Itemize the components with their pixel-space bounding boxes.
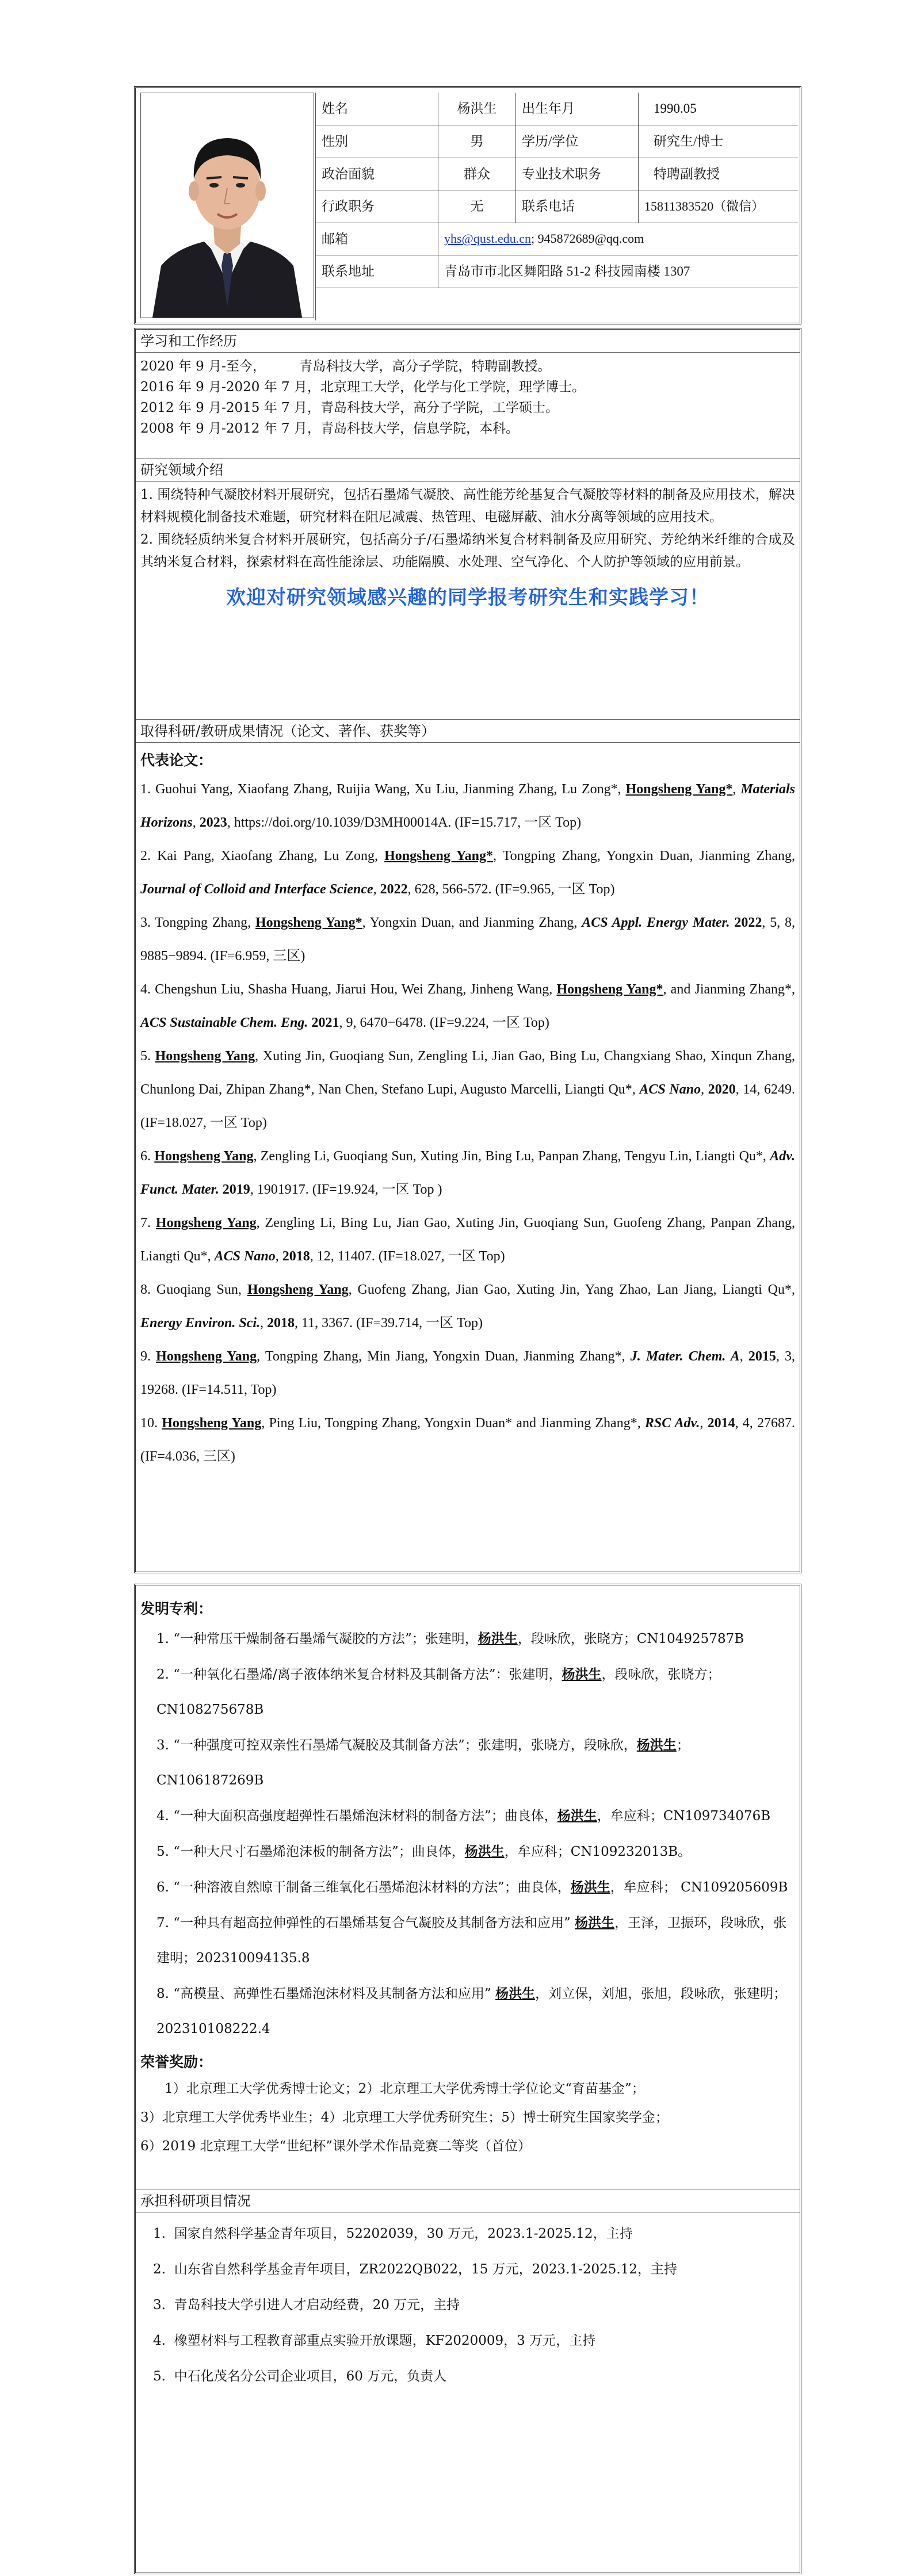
title-value: 特聘副教授 [638, 158, 798, 190]
blank-row [315, 288, 798, 320]
research-body [136, 481, 800, 720]
paper-year: 2022 [380, 882, 408, 897]
projects-list [136, 2212, 800, 2394]
paper-me: Hongsheng Yang [155, 1216, 257, 1230]
paper-journal: Journal of Colloid and Interface Science [140, 882, 373, 897]
paper-item [136, 1140, 800, 1206]
patent-pre: 3. “一种强度可控双亲性石墨烯气凝胶及其制备方法”；张建明，张晓方，段咏欣， [156, 1738, 637, 1753]
project-item: 2. 山东省自然科学基金青年项目，ZR2022QB022，15 万元，2023.1-2025.12，主持 [153, 2262, 677, 2277]
paper-mid: , Xuting Jin, Guoqiang Sun, Zengling Li, Jian Gao, Bing Lu, Changxiang Shao, Xinqun Zhang, Chunlong Dai, Zhipan Zhang*, Nan Chen, Stefano Lupi, Augusto Marcelli, Liangti Qu*, [140, 1049, 795, 1097]
paper-year: 2021 [311, 1015, 339, 1030]
patent-list [136, 1621, 800, 2047]
paper-pre: 1. Guohui Yang, Xiaofang Zhang, Ruijia Wang, Xu Liu, Jianming Zhang, Lu Zong*, [140, 782, 626, 797]
address-label: 联系地址 [315, 255, 438, 288]
project-item: 1. 国家自然科学基金青年项目，52202039，30 万元，2023.1-2025.12，主持 [153, 2226, 633, 2241]
patent-item [136, 1727, 800, 1798]
paper-year: 2015 [748, 1349, 776, 1364]
main-section [134, 328, 801, 1573]
paper-mid: , Yongxin Duan, and Jianming Zhang, [362, 915, 582, 930]
paper-tail: , 3, 19268. (IF=14.511, Top) [140, 1349, 796, 1397]
patent-me: 杨洪生 [562, 1667, 602, 1682]
paper-post: , [192, 815, 200, 830]
paper-me: Hongsheng Yang [154, 1149, 254, 1164]
patent-me: 杨洪生 [570, 1879, 610, 1895]
paper-mid: , Tongping Zhang, Yongxin Duan, Jianming Zhang, [493, 849, 795, 863]
honors-line: 3）北京理工大学优秀毕业生；4）北京理工大学优秀研究生；5）博士研究生国家奖学金； [140, 2110, 669, 2125]
degree-value: 研究生/博士 [638, 125, 798, 158]
project-item: 3. 青岛科技大学引进人才启动经费，20 万元，主持 [153, 2298, 460, 2313]
honors-list [136, 2074, 800, 2189]
paper-journal: Adv. Funct. Mater. [140, 1149, 795, 1197]
paper-pre: 5. [140, 1049, 155, 1064]
political-value: 群众 [438, 158, 515, 190]
paper-me: Hongsheng Yang [156, 1349, 257, 1364]
admin-label: 行政职务 [315, 190, 438, 223]
email-label: 邮箱 [315, 223, 438, 255]
paper-tail: , 14, 6249. (IF=18.027, 一区 Top) [140, 1082, 796, 1130]
paper-item [136, 1273, 800, 1340]
profile-table [134, 86, 801, 324]
admin-value: 无 [438, 190, 515, 223]
paper-item [136, 906, 800, 973]
patent-post: ，王泽，卫振环，段咏欣，张建明；202310094135.8 [156, 1916, 787, 1966]
paper-pre: 8. Guoqiang Sun, [140, 1282, 247, 1297]
patent-item [136, 1834, 800, 1870]
patents-section [134, 1584, 801, 2574]
patent-pre: 2. “一种氧化石墨烯/离子液体纳米复合材料及其制备方法”：张建明， [156, 1667, 562, 1682]
papers-label: 代表论文： [140, 752, 213, 769]
experience-item: 2012 年 9 月-2015 年 7 月，青岛科技大学，高分子学院，工学硕士。 [140, 400, 559, 415]
recruit-slogan: 欢迎对研究领域感兴趣的同学报考研究生和实践学习！ [226, 586, 709, 609]
patents-label: 发明专利： [140, 1600, 213, 1617]
patent-me: 杨洪生 [575, 1915, 615, 1931]
patent-item [136, 1870, 800, 1905]
patent-me: 杨洪生 [478, 1631, 518, 1646]
paper-pre: 2. Kai Pang, Xiaofang Zhang, Lu Zong, [140, 849, 385, 863]
paper-mid: , and Jianming Zhang*, [663, 982, 795, 997]
patent-item [136, 1657, 800, 1727]
email-link[interactable]: yhs@qust.edu.cn [444, 231, 532, 246]
patent-post: ，牟应科； CN109205609B [610, 1880, 788, 1895]
paper-journal: ACS Sustainable Chem. Eng. [140, 1015, 308, 1030]
paper-journal: J. Mater. Chem. A [630, 1349, 740, 1364]
paper-mid: , [732, 782, 741, 797]
patent-item [136, 1798, 800, 1834]
paper-post: , [373, 882, 380, 897]
project-item: 4. 橡塑材料与工程教育部重点实验开放课题，KF2020009，3 万元，主持 [153, 2333, 596, 2348]
degree-label: 学历/学位 [515, 125, 638, 158]
patent-pre: 7. “一种具有超高拉伸弹性的石墨烯基复合气凝胶及其制备方法和应用” [156, 1916, 575, 1931]
paper-year: 2023 [199, 815, 227, 830]
experience-list [136, 353, 800, 458]
paper-mid: , Ping Liu, Tongping Zhang, Yongxin Duan* and Jianming Zhang*, [261, 1416, 645, 1431]
paper-post: , [739, 1349, 748, 1364]
paper-tail: , 628, 566-572. (IF=9.965, 一区 Top) [407, 882, 615, 897]
paper-list [136, 773, 800, 1473]
paper-tail: , 12, 11407. (IF=18.027, 一区 Top) [310, 1249, 505, 1264]
experience-item: 2016 年 9 月-2020 年 7 月，北京理工大学，化学与化工学院，理学博士。 [140, 380, 585, 395]
name-label: 姓名 [315, 93, 438, 125]
patent-me: 杨洪生 [495, 1986, 536, 2001]
patent-item [136, 1905, 800, 1976]
projects-heading: 承担科研项目情况 [136, 2189, 800, 2212]
patent-item [136, 1621, 800, 1657]
paper-journal: ACS Appl. Energy Mater. [582, 915, 730, 930]
birth-value: 1990.05 [638, 93, 798, 125]
patent-me: 杨洪生 [636, 1737, 677, 1753]
paper-tail: , 9, 6470−6478. (IF=9.224, 一区 Top) [339, 1015, 549, 1030]
paper-tail: , 1901917. (IF=19.924, 一区 Top ) [250, 1182, 442, 1197]
name-value: 杨洪生 [438, 93, 515, 125]
paper-item [136, 973, 800, 1039]
paper-journal: Energy Environ. Sci. [140, 1316, 261, 1331]
email-secondary: ; 945872689@qq.com [531, 231, 644, 246]
paper-year: 2020 [708, 1082, 736, 1097]
achievements-heading: 取得科研/教研成果情况（论文、著作、获奖等） [136, 720, 800, 743]
paper-mid: , Zengling Li, Bing Lu, Jian Gao, Xuting Jin, Guoqiang Sun, Guofeng Zhang, Panpan Zhang, Liangti Qu*, [140, 1216, 796, 1264]
paper-item [136, 773, 800, 839]
research-item: 1. 围绕特种气凝胶材料开展研究，包括石墨烯气凝胶、高性能芳纶基复合气凝胶等材料的制备及应用技术，解决材料规模化制备技术难题，研究材料在阻尼减震、热管理、电磁屏蔽、油水分离等领域的应用技术。 [140, 487, 795, 525]
paper-mid: , Zengling Li, Guoqiang Sun, Xuting Jin, Bing Lu, Panpan Zhang, Tengyu Lin, Liangti Qu*, [253, 1149, 770, 1164]
paper-tail: , https://doi.org/10.1039/D3MH00014A. (IF=15.717, 一区 Top) [227, 815, 582, 830]
patent-post: ，牟应科；CN109232013B。 [504, 1844, 692, 1859]
patent-me: 杨洪生 [557, 1808, 597, 1824]
paper-item [136, 1206, 800, 1273]
paper-mid: , Tongping Zhang, Min Jiang, Yongxin Duan, Jianming Zhang*, [257, 1349, 631, 1364]
paper-post: , [701, 1082, 708, 1097]
phone-value: 15811383520（微信） [638, 190, 798, 223]
research-item: 2. 围绕轻质纳米复合材料开展研究，包括高分子/石墨烯纳米复合材料制备及应用研究、芳纶纳米纤维的合成及其纳米复合材料，探索材料在高性能涂层、功能隔膜、水处理、空气净化、个人防护等领域的应用前景。 [140, 532, 795, 570]
paper-year: 2022 [734, 915, 762, 930]
experience-item: 2020 年 9 月-至今， 青岛科技大学，高分子学院，特聘副教授。 [140, 359, 551, 374]
patent-me: 杨洪生 [464, 1844, 505, 1859]
paper-pre: 9. [140, 1349, 156, 1364]
patent-post: ，段咏欣，张晓方；CN108275678B [156, 1667, 721, 1717]
paper-journal: ACS Nano [639, 1082, 701, 1097]
paper-pre: 3. Tongping Zhang, [140, 915, 255, 930]
paper-item [136, 1340, 800, 1407]
experience-heading: 学习和工作经历 [136, 330, 800, 353]
political-label: 政治面貌 [315, 158, 438, 190]
email-value [438, 223, 798, 255]
profile-photo [140, 93, 314, 318]
honors-line: 1）北京理工大学优秀博士论文；2）北京理工大学优秀博士学位论文“育苗基金”； [165, 2081, 645, 2096]
patent-post: ； CN106187269B [156, 1738, 690, 1788]
paper-year: 2018 [267, 1316, 295, 1331]
paper-journal: Materials Horizons [140, 782, 796, 830]
patent-pre: 1. “一种常压干燥制备石墨烯气凝胶的方法”；张建明， [156, 1631, 478, 1646]
paper-tail: , 4, 27687. (IF=4.036, 三区) [140, 1416, 795, 1464]
patent-pre: 4. “一种大面积高强度超弹性石墨烯泡沫材料的制备方法”；曲良体， [156, 1809, 557, 1824]
paper-tail: , 11, 3367. (IF=39.714, 一区 Top) [295, 1316, 483, 1331]
research-heading: 研究领域介绍 [136, 458, 800, 481]
paper-journal: RSC Adv. [644, 1416, 700, 1431]
patent-post: ，牟应科；CN109734076B [597, 1809, 771, 1824]
paper-mid: , Guofeng Zhang, Jian Gao, Xuting Jin, Yang Zhao, Lan Jiang, Liangti Qu*, [348, 1282, 796, 1297]
paper-item [136, 839, 800, 906]
patent-pre: 6. “一种溶液自然晾干制备三维氧化石墨烯泡沫材料的方法”；曲良体， [156, 1880, 571, 1895]
honors-label: 荣誉奖励： [140, 2054, 213, 2070]
gender-label: 性别 [315, 125, 438, 158]
title-label: 专业技术职务 [515, 158, 638, 190]
paper-me: Hongsheng Yang [247, 1282, 349, 1297]
paper-me: Hongsheng Yang* [384, 849, 494, 863]
birth-label: 出生年月 [515, 93, 638, 125]
paper-item [136, 1039, 800, 1140]
patent-post: ，刘立保，刘旭，张旭，段咏欣，张建明；202310108222.4 [156, 1986, 787, 2036]
paper-year: 2014 [707, 1416, 735, 1431]
patent-pre: 8. “高模量、高弹性石墨烯泡沫材料及其制备方法和应用” [156, 1986, 496, 2001]
experience-item: 2008 年 9 月-2012 年 7 月，青岛科技大学，信息学院，本科。 [140, 421, 519, 436]
paper-post: , [260, 1316, 268, 1331]
paper-me: Hongsheng Yang* [625, 782, 733, 797]
portrait-image [141, 93, 314, 318]
paper-me: Hongsheng Yang* [255, 915, 362, 930]
paper-me: Hongsheng Yang [162, 1416, 262, 1431]
paper-item [136, 1407, 800, 1473]
paper-post: , [275, 1249, 282, 1264]
patent-item [136, 1976, 800, 2047]
paper-pre: 7. [140, 1216, 156, 1230]
patent-pre: 5. “一种大尺寸石墨烯泡沫板的制备方法”；曲良体， [156, 1844, 465, 1859]
paper-journal: ACS Nano [214, 1249, 276, 1264]
paper-post: , [700, 1416, 708, 1431]
paper-year: 2018 [282, 1249, 310, 1264]
patent-post: ，段咏欣，张晓方；CN104925787B [517, 1631, 744, 1646]
address-value: 青岛市市北区舞阳路 51-2 科技园南楼 1307 [438, 255, 798, 288]
gender-value: 男 [438, 125, 515, 158]
paper-me: Hongsheng Yang [155, 1049, 255, 1064]
paper-pre: 6. [140, 1149, 155, 1164]
paper-pre: 10. [140, 1416, 162, 1431]
paper-year: 2019 [222, 1182, 250, 1197]
paper-me: Hongsheng Yang* [556, 982, 663, 997]
honors-line: 6）2019 北京理工大学“世纪杯”课外学术作品竞赛二等奖（首位） [140, 2139, 531, 2154]
paper-tail: , 5, 8, 9885−9894. (IF=6.959, 三区) [140, 915, 796, 964]
project-item: 5. 中石化茂名分公司企业项目，60 万元，负责人 [153, 2369, 447, 2384]
phone-label: 联系电话 [515, 190, 638, 223]
paper-pre: 4. Chengshun Liu, Shasha Huang, Jiarui Hou, Wei Zhang, Jinheng Wang, [140, 982, 557, 997]
